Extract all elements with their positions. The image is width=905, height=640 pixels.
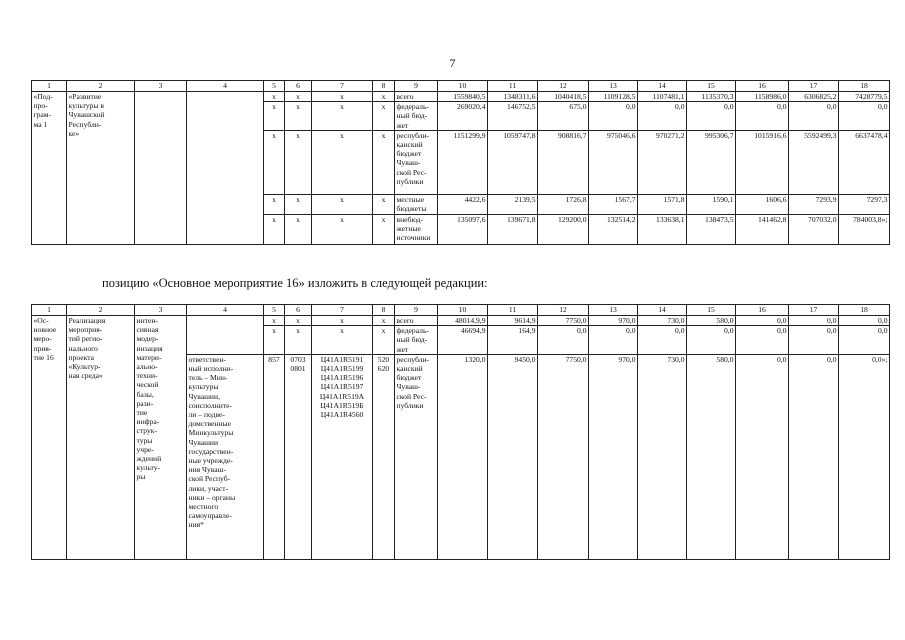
amount-cell-year-8: 7293,9 <box>789 194 839 214</box>
amount-cell-year-3: 908816,7 <box>538 130 589 194</box>
amount-cell-year-8: 707032,0 <box>789 214 839 244</box>
amount-cell-year-6: 0,0 <box>687 326 736 355</box>
header-cell-5: 5 <box>264 81 285 92</box>
grbs-cell: x <box>264 316 285 326</box>
amount-cell-year-4: 0,0 <box>589 326 638 355</box>
funding-source-cell: федераль- ный бюд- жет <box>395 102 438 131</box>
amount-cell-year-6: 1590,1 <box>687 194 736 214</box>
responsible-cell-top <box>187 316 264 355</box>
status-cell: «Под- про- грам- ма 1 <box>32 92 67 245</box>
expense-type-cell: x <box>373 102 395 131</box>
target-article-cell: x <box>312 214 373 244</box>
expense-type-cell: x <box>373 214 395 244</box>
amount-cell-year-4: 0,0 <box>589 102 638 131</box>
header-cell-16: 16 <box>736 305 789 316</box>
header-cell-5: 5 <box>264 305 285 316</box>
grbs-cell: x <box>264 194 285 214</box>
amount-cell-year-5: 1107481,1 <box>638 92 687 102</box>
amount-cell-year-8: 0,0 <box>789 326 839 355</box>
amount-cell-year-9: 784003,8»; <box>839 214 890 244</box>
target-article-cell: Ц41A1R5191 Ц41A1R5199 Ц41A1R5196 Ц41A1R5197 Ц41A1R519А Ц41A1R519Б Ц41A1R4560 <box>312 354 373 559</box>
amount-cell-year-2: 1059747,8 <box>488 130 538 194</box>
amount-cell-year-8: 0,0 <box>789 102 839 131</box>
header-row <box>32 305 890 316</box>
section-cell: x <box>285 214 312 244</box>
header-cell-11: 11 <box>488 305 538 316</box>
section-cell: x <box>285 316 312 326</box>
amount-cell-year-9: 0,0 <box>839 326 890 355</box>
grbs-cell: x <box>264 92 285 102</box>
funding-source-cell: внебюд- жетные источники <box>395 214 438 244</box>
amendment-sentence: позицию «Основное мероприятие 16» изложить в следующей редакции: <box>102 276 488 290</box>
amount-cell-year-5: 133638,1 <box>638 214 687 244</box>
section-cell: 0703 0801 <box>285 354 312 559</box>
header-cell-7: 7 <box>312 81 373 92</box>
amount-cell-year-4: 132514,2 <box>589 214 638 244</box>
header-row <box>32 81 890 92</box>
amount-cell-year-6: 0,0 <box>687 102 736 131</box>
amount-cell-year-1: 48014,9,9 <box>438 316 488 326</box>
header-cell-3: 3 <box>135 305 187 316</box>
target-article-cell: x <box>312 102 373 131</box>
funding-source-cell: всего <box>395 92 438 102</box>
program-table <box>31 80 890 245</box>
grbs-cell: 857 <box>264 354 285 559</box>
amount-cell-year-9: 7297,3 <box>839 194 890 214</box>
funding-source-cell: федераль- ный бюд- жет <box>395 326 438 355</box>
amount-cell-year-5: 970271,2 <box>638 130 687 194</box>
amount-cell-year-7: 0,0 <box>736 326 789 355</box>
header-cell-14: 14 <box>638 305 687 316</box>
header-cell-12: 12 <box>538 81 589 92</box>
header-cell-10: 10 <box>438 81 488 92</box>
header-cell-7: 7 <box>312 305 373 316</box>
amount-cell-year-2: 164,9 <box>488 326 538 355</box>
amount-cell-year-6: 995306,7 <box>687 130 736 194</box>
amount-cell-year-2: 139671,8 <box>488 214 538 244</box>
page-number: 7 <box>449 56 456 70</box>
amount-cell-year-2: 1348311,6 <box>488 92 538 102</box>
header-cell-4: 4 <box>187 81 264 92</box>
grbs-cell: x <box>264 130 285 194</box>
header-cell-16: 16 <box>736 81 789 92</box>
section-cell: x <box>285 326 312 355</box>
amount-cell-year-5: 0,0 <box>638 326 687 355</box>
header-cell-14: 14 <box>638 81 687 92</box>
grbs-cell: x <box>264 214 285 244</box>
target-article-cell: x <box>312 92 373 102</box>
funding-source-cell: местные бюджеты <box>395 194 438 214</box>
section-cell: x <box>285 102 312 131</box>
header-cell-15: 15 <box>687 305 736 316</box>
amount-cell-year-1: 1151299,9 <box>438 130 488 194</box>
expense-type-cell: x <box>373 316 395 326</box>
grbs-cell: x <box>264 102 285 131</box>
goal-cell <box>135 92 187 245</box>
amount-cell-year-9: 7428779,5 <box>839 92 890 102</box>
amount-cell-year-3: 1726,8 <box>538 194 589 214</box>
expense-type-cell: x <box>373 326 395 355</box>
amount-cell-year-2: 9614,9 <box>488 316 538 326</box>
amount-cell-year-3: 129200,0 <box>538 214 589 244</box>
measure-table <box>31 304 890 560</box>
header-cell-18: 18 <box>839 305 890 316</box>
header-cell-9: 9 <box>395 305 438 316</box>
amount-cell-year-2: 146752,5 <box>488 102 538 131</box>
amount-cell-year-3: 675,0 <box>538 102 589 131</box>
header-cell-11: 11 <box>488 81 538 92</box>
funding-source-cell: всего <box>395 316 438 326</box>
amount-cell-year-3: 1040418,5 <box>538 92 589 102</box>
header-cell-12: 12 <box>538 305 589 316</box>
amount-cell-year-7: 0,0 <box>736 102 789 131</box>
header-cell-15: 15 <box>687 81 736 92</box>
expense-type-cell: x <box>373 92 395 102</box>
target-article-cell: x <box>312 326 373 355</box>
header-cell-1: 1 <box>32 81 67 92</box>
amount-cell-year-2: 2139,5 <box>488 194 538 214</box>
target-article-cell: x <box>312 316 373 326</box>
table-row <box>32 92 890 102</box>
name-cell: «Развитие культуры в Чувашской Республи- ке» <box>67 92 135 245</box>
amount-cell-year-3: 7750,0 <box>538 316 589 326</box>
amount-cell-year-6: 138473,5 <box>687 214 736 244</box>
amount-cell-year-5: 0,0 <box>638 102 687 131</box>
amount-cell-year-9: 0,0»; <box>839 354 890 559</box>
funding-source-cell: республи- канский бюджет Чуваш- ской Рес- публики <box>395 354 438 559</box>
amount-cell-year-3: 0,0 <box>538 326 589 355</box>
header-cell-17: 17 <box>789 81 839 92</box>
amount-cell-year-8: 6306825,2 <box>789 92 839 102</box>
amount-cell-year-5: 730,0 <box>638 354 687 559</box>
amount-cell-year-6: 580,0 <box>687 354 736 559</box>
goal-cell: интен- сивная модер- низация матери- ально- техни- ческой базы, рази- тие инфра- струк- туры учре- ждений культу- ры <box>135 316 187 560</box>
amount-cell-year-6: 580,0 <box>687 316 736 326</box>
target-article-cell: x <box>312 194 373 214</box>
amount-cell-year-1: 269020,4 <box>438 102 488 131</box>
amount-cell-year-5: 730,0 <box>638 316 687 326</box>
section-cell: x <box>285 194 312 214</box>
amount-cell-year-9: 0,0 <box>839 102 890 131</box>
amount-cell-year-9: 0,0 <box>839 316 890 326</box>
amount-cell-year-1: 46694,9 <box>438 326 488 355</box>
amount-cell-year-9: 6637478,4 <box>839 130 890 194</box>
header-cell-6: 6 <box>285 305 312 316</box>
header-cell-1: 1 <box>32 305 67 316</box>
header-cell-9: 9 <box>395 81 438 92</box>
header-cell-2: 2 <box>67 305 135 316</box>
amount-cell-year-8: 0,0 <box>789 316 839 326</box>
amount-cell-year-6: 1135370,3 <box>687 92 736 102</box>
target-article-cell: x <box>312 130 373 194</box>
amount-cell-year-7: 1015916,6 <box>736 130 789 194</box>
amount-cell-year-4: 1109128,5 <box>589 92 638 102</box>
amount-cell-year-1: 4422,6 <box>438 194 488 214</box>
section-cell: x <box>285 130 312 194</box>
header-cell-10: 10 <box>438 305 488 316</box>
header-cell-8: 8 <box>373 305 395 316</box>
funding-source-cell: республи- канский бюджет Чуваш- ской Рес- публики <box>395 130 438 194</box>
section-cell: x <box>285 92 312 102</box>
name-cell: Реализация мероприя- тий регио- нального проекта «Культур- ная среда» <box>67 316 135 560</box>
responsible-cell: ответствен- ный исполни- тель – Мин- культуры Чувашии, соисполните- ли – подве- домственные Минкультуры Чувашии государствен- ные учрежде- ния Чуваш- ской Респуб- лики, участ- ники – органы местного самоуправле- ния* <box>187 354 264 559</box>
header-cell-13: 13 <box>589 81 638 92</box>
amount-cell-year-1: 1320,0 <box>438 354 488 559</box>
status-cell: «Ос- новное меро- прия- тие 16 <box>32 316 67 560</box>
amount-cell-year-1: 1559840,5 <box>438 92 488 102</box>
amount-cell-year-5: 1571,8 <box>638 194 687 214</box>
amount-cell-year-4: 970,0 <box>589 354 638 559</box>
amount-cell-year-7: 1606,6 <box>736 194 789 214</box>
amount-cell-year-8: 0,0 <box>789 354 839 559</box>
header-cell-18: 18 <box>839 81 890 92</box>
header-cell-2: 2 <box>67 81 135 92</box>
expense-type-cell: 520 620 <box>373 354 395 559</box>
amount-cell-year-3: 7750,0 <box>538 354 589 559</box>
amount-cell-year-4: 1567,7 <box>589 194 638 214</box>
table-row <box>32 316 890 326</box>
amount-cell-year-7: 0,0 <box>736 316 789 326</box>
amount-cell-year-7: 1158986,0 <box>736 92 789 102</box>
header-cell-17: 17 <box>789 305 839 316</box>
expense-type-cell: x <box>373 130 395 194</box>
header-cell-4: 4 <box>187 305 264 316</box>
header-cell-13: 13 <box>589 305 638 316</box>
grbs-cell: x <box>264 326 285 355</box>
amount-cell-year-8: 5592499,3 <box>789 130 839 194</box>
amount-cell-year-7: 0,0 <box>736 354 789 559</box>
header-cell-8: 8 <box>373 81 395 92</box>
header-cell-3: 3 <box>135 81 187 92</box>
responsible-cell <box>187 92 264 245</box>
header-cell-6: 6 <box>285 81 312 92</box>
amount-cell-year-1: 135097,6 <box>438 214 488 244</box>
amount-cell-year-4: 970,0 <box>589 316 638 326</box>
amount-cell-year-2: 9450,0 <box>488 354 538 559</box>
amount-cell-year-4: 975046,6 <box>589 130 638 194</box>
amount-cell-year-7: 141462,8 <box>736 214 789 244</box>
expense-type-cell: x <box>373 194 395 214</box>
